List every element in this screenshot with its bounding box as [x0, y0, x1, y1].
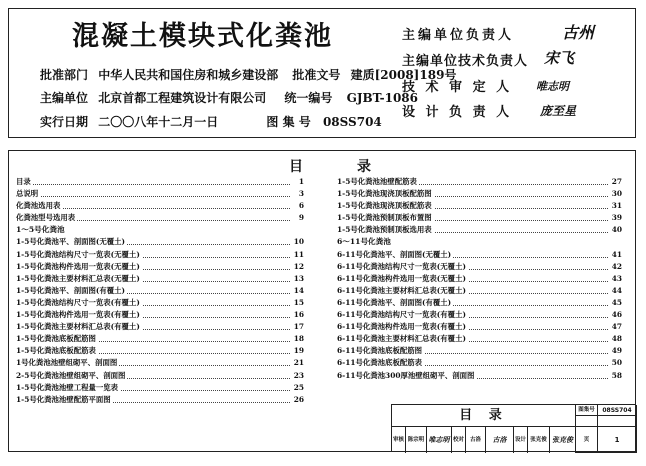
- toc-entry-page: 1: [297, 176, 304, 188]
- design-signature: 张克俊: [550, 427, 576, 453]
- toc-entry: [16, 321, 304, 333]
- toc-entry-title: 1-5号化粪池主要材料汇总表(无覆土): [16, 273, 142, 285]
- toc-entry-page: 47: [610, 321, 622, 333]
- toc-entry: [337, 370, 622, 382]
- toc-entry-title: 1-5号化粪池主要材料汇总表(有覆土): [16, 321, 142, 333]
- toc-entry-page: 49: [610, 345, 622, 357]
- toc-entry: [16, 236, 304, 248]
- toc-entry-title: 6-11号化粪池构件选用一览表(无覆土): [337, 273, 468, 285]
- editor-line: [40, 89, 418, 106]
- toc-heading-right: 录: [357, 159, 371, 175]
- toc-entry-page: 17: [292, 321, 304, 333]
- toc-entry: [16, 297, 304, 309]
- approval-dept-label: 批准部门: [40, 68, 89, 82]
- toc-entry-page: 39: [610, 212, 622, 224]
- signature: 庞至星: [540, 104, 577, 118]
- responsible-role: 主编单位技术负责人: [402, 54, 529, 69]
- toc-entry: [16, 200, 304, 212]
- toc-entry-page: 43: [610, 273, 622, 285]
- toc-entry-page: 6: [297, 200, 304, 212]
- responsible-role: 主编单位负责人: [402, 28, 515, 43]
- toc-entry: [337, 309, 622, 321]
- toc-entry: [16, 273, 304, 285]
- review-signature: 唯志明: [427, 427, 452, 453]
- approval-doc: 建质[2008]189号: [350, 68, 457, 82]
- toc-entry: [16, 309, 304, 321]
- signature: 宋飞: [544, 49, 575, 67]
- toc-entry-page: 41: [610, 249, 622, 261]
- toc-entry-title: 1-5号化粪池池壁配筋平面图: [16, 394, 113, 406]
- toc-entry-title: 总说明: [16, 188, 40, 200]
- toc-entry: [337, 188, 622, 200]
- approval-doc-label: 批准文号: [292, 68, 341, 82]
- toc-entry: [16, 285, 304, 297]
- toc-entry: [337, 224, 622, 236]
- impl-date-label: 实行日期: [40, 115, 89, 129]
- atlas-label: 图集号: [576, 405, 598, 416]
- toc-entry-title: 1-5号化粪池构件选用一览表(有覆土): [16, 309, 142, 321]
- toc-entry-title: 1-5号化粪池预制顶板布置图: [337, 212, 434, 224]
- impl-line: [40, 113, 382, 130]
- toc-entry-title: 1～5号化粪池: [16, 224, 67, 236]
- check-signature: 古洛: [486, 427, 514, 453]
- approval-dept: 中华人民共和国住房和城乡建设部: [98, 68, 279, 82]
- toc-entry-title: 1-5号化粪池底板配筋表: [16, 345, 98, 357]
- atlas-no-label: 图 集 号: [266, 115, 311, 129]
- unified-no-label: 统一编号: [284, 91, 333, 105]
- toc-entry: [337, 357, 622, 369]
- toc-entry-page: 48: [610, 333, 622, 345]
- toc-entry-title: 1号化粪池池壁组砌平、剖面图: [16, 357, 119, 369]
- toc-entry-title: 目录: [16, 176, 33, 188]
- toc-entry-title: 1-5号化粪池平、剖面图(有覆土): [16, 285, 127, 297]
- editor-unit-label: 主编单位: [40, 91, 89, 105]
- atlas-spacer: [576, 416, 598, 427]
- toc-entry-title: 6-11号化粪池结构尺寸一览表(有覆土): [337, 309, 468, 321]
- signature: 唯志明: [536, 80, 569, 93]
- toc-entry: [337, 285, 622, 297]
- toc-entry: [16, 333, 304, 345]
- toc-entry-title: 6-11号化粪池底板配筋图: [337, 345, 424, 357]
- toc-entry-page: 21: [292, 357, 304, 369]
- toc-entry-page: 58: [610, 370, 622, 382]
- toc-entry-page: 25: [292, 382, 304, 394]
- toc-heading-left: 目: [289, 159, 303, 175]
- toc-entry: [16, 345, 304, 357]
- toc-left-column: [16, 176, 304, 406]
- toc-entry-title: 6-11号化粪池平、剖面图(有覆土): [337, 297, 453, 309]
- toc-entry-page: 14: [292, 285, 304, 297]
- toc-entry-page: 46: [610, 309, 622, 321]
- toc-entry-page: 40: [610, 224, 622, 236]
- toc-entry-page: 10: [292, 236, 304, 248]
- toc-entry-title: 6-11号化粪池底板配筋表: [337, 357, 424, 369]
- toc-entry-title: 1-5号化粪池现浇顶板配筋图: [337, 188, 434, 200]
- editor-unit: 北京首都工程建筑设计有限公司: [98, 91, 267, 105]
- toc-entry-page: 26: [292, 394, 304, 406]
- toc-entry-page: 31: [610, 200, 622, 212]
- toc-entry-title: 6-11号化粪池结构尺寸一览表(无覆土): [337, 261, 468, 273]
- design-label: 设计: [514, 427, 528, 453]
- toc-entry-title: 1-5号化粪池结构尺寸一览表(无覆土): [16, 249, 142, 261]
- toc-entry-page: 50: [610, 357, 622, 369]
- toc-entry-title: 6-11号化粪池平、剖面图(无覆土): [337, 249, 453, 261]
- toc-section-heading: [16, 224, 304, 236]
- toc-entry-page: 18: [292, 333, 304, 345]
- toc-entry-page: 45: [610, 297, 622, 309]
- atlas-no: 08SS704: [598, 405, 637, 416]
- toc-entry: [16, 357, 304, 369]
- toc-right-column: [337, 176, 622, 382]
- toc-entry: [16, 212, 304, 224]
- atlas-no: 08SS704: [322, 115, 382, 129]
- toc-entry-title: 1-5号化粪池构件选用一览表(无覆土): [16, 261, 142, 273]
- check-label: 校对: [452, 427, 466, 453]
- toc-entry: [16, 370, 304, 382]
- toc-entry: [16, 261, 304, 273]
- toc-entry-page: 3: [297, 188, 304, 200]
- toc-entry: [16, 382, 304, 394]
- title-block-signatures: [392, 427, 576, 453]
- approval-line: [40, 66, 456, 83]
- review-label: 审核: [392, 427, 406, 453]
- atlas-spacer: [598, 416, 637, 427]
- toc-entry-page: 23: [292, 370, 304, 382]
- toc-entry-title: 6-11号化粪池主要材料汇总表(无覆土): [337, 285, 468, 297]
- toc-entry-title: 1-5号化粪池现浇顶板配筋表: [337, 200, 434, 212]
- toc-entry-title: 1-5号化粪池池壁配筋表: [337, 176, 419, 188]
- toc-entry-title: 6-11号化粪池构件选用一览表(有覆土): [337, 321, 468, 333]
- toc-entry-title: 1-5号化粪池池壁工程量一览表: [16, 382, 120, 394]
- title-block: [391, 404, 636, 452]
- page-label: 页: [576, 427, 598, 453]
- toc-entry-page: 30: [610, 188, 622, 200]
- toc-entry: [337, 200, 622, 212]
- toc-entry-title: 2-5号化粪池池壁组砌平、剖面图: [16, 370, 127, 382]
- toc-entry-page: 11: [292, 249, 304, 261]
- toc-entry: [337, 212, 622, 224]
- toc-entry: [337, 176, 622, 188]
- toc-entry-page: 13: [292, 273, 304, 285]
- toc-entry-title: 1-5号化粪池底板配筋图: [16, 333, 98, 345]
- toc-entry-title: 1-5号化粪池预制顶板选用表: [337, 224, 434, 236]
- toc-entry: [337, 297, 622, 309]
- toc-entry-title: 化粪池型号选用表: [16, 212, 77, 224]
- leader-dots: [16, 176, 290, 185]
- toc-entry-page: 12: [292, 261, 304, 273]
- leader-dots: [16, 188, 290, 197]
- impl-date: 二〇〇八年十二月一日: [98, 115, 219, 129]
- toc-entry: [337, 273, 622, 285]
- designer: 张克俊: [528, 427, 550, 453]
- toc-entry: [337, 249, 622, 261]
- toc-entry: [337, 321, 622, 333]
- signature: 古州: [562, 23, 595, 42]
- toc-entry: [337, 333, 622, 345]
- toc-entry: [337, 261, 622, 273]
- toc-entry-page: 44: [610, 285, 622, 297]
- toc-entry-page: 15: [292, 297, 304, 309]
- toc-section-heading: [337, 236, 622, 248]
- toc-entry-page: 27: [610, 176, 622, 188]
- toc-entry-title: 1-5号化粪池结构尺寸一览表(有覆土): [16, 297, 142, 309]
- toc-entry: [337, 345, 622, 357]
- toc-entry-title: 6-11号化粪池300厚池壁组砌平、剖面图: [337, 370, 476, 382]
- responsible-role: 技 术 审 定 人: [402, 80, 513, 95]
- toc-entry: [16, 188, 304, 200]
- toc-entry-page: 16: [292, 309, 304, 321]
- toc-entry-title: 6-11号化粪池主要材料汇总表(有覆土): [337, 333, 468, 345]
- document-title: 混凝土模块式化粪池: [72, 21, 333, 52]
- toc-entry-page: 19: [292, 345, 304, 357]
- toc-entry-title: 1-5号化粪池平、剖面图(无覆土): [16, 236, 127, 248]
- toc-entry: [16, 394, 304, 406]
- toc-entry-page: 42: [610, 261, 622, 273]
- responsible-role: 设 计 负 责 人: [402, 105, 513, 120]
- page-number: 1: [598, 427, 637, 453]
- toc-entry: [16, 249, 304, 261]
- toc-entry-page: 9: [297, 212, 304, 224]
- toc-entry: [16, 176, 304, 188]
- toc-entry-title: 6～11号化粪池: [337, 236, 393, 248]
- unified-no: GJBT-1086: [346, 91, 418, 105]
- title-block-name: 目 录: [392, 405, 576, 427]
- toc-entry-title: 化粪池选用表: [16, 200, 62, 212]
- checker: 古洛: [466, 427, 486, 453]
- reviewer: 陈宗明: [406, 427, 427, 453]
